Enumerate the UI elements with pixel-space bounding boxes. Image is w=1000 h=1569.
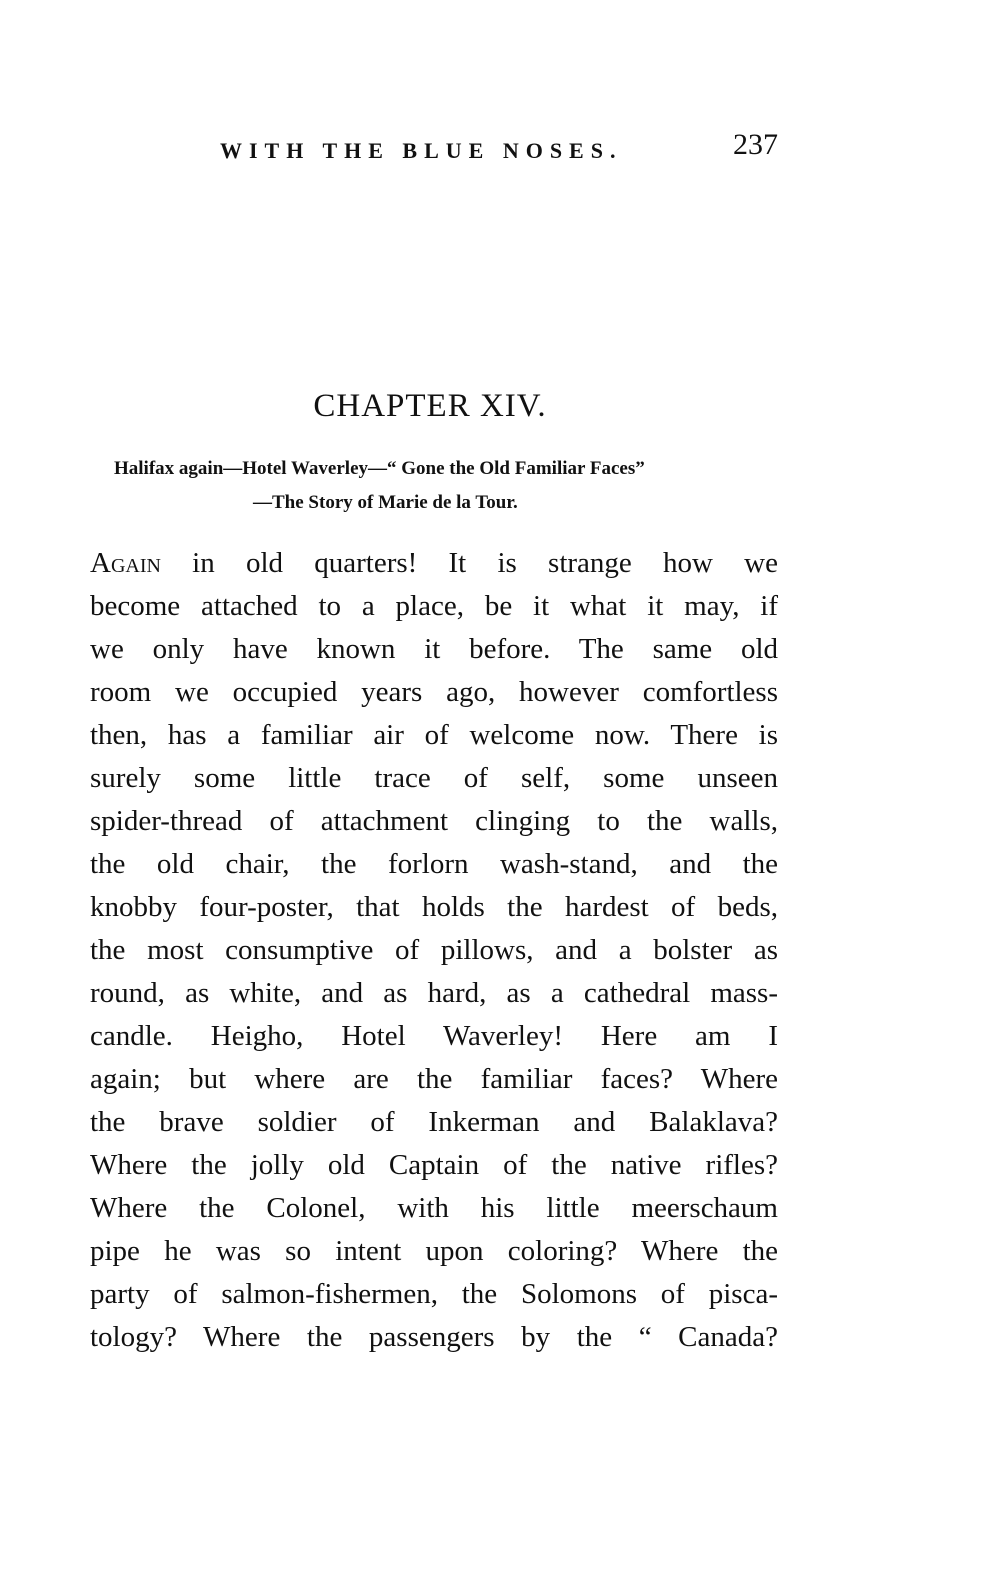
page-number: 237 <box>733 128 778 161</box>
text-line-content: in old quarters! It is strange how we <box>192 547 779 579</box>
summary-line: —The Story of Marie de la Tour. <box>253 492 518 513</box>
text-line: surely some little trace of self, some unseen <box>90 762 778 794</box>
text-line: pipe he was so intent upon coloring? Where the <box>90 1235 778 1267</box>
chapter-title: CHAPTER XIV. <box>313 388 547 424</box>
drop-word: Again <box>90 547 161 579</box>
text-line: Where the jolly old Captain of the native rifles? <box>90 1149 778 1181</box>
text-line: tology? Where the passengers by the “ Canada? <box>90 1321 778 1353</box>
running-title: WITH THE BLUE NOSES. <box>220 138 623 163</box>
text-line: the old chair, the forlorn wash-stand, and the <box>90 848 778 880</box>
text-line <box>90 542 778 585</box>
text-line: round, as white, and as hard, as a cathedral mass- <box>90 977 778 1009</box>
text-line: spider-thread of attachment clinging to the walls, <box>90 805 778 837</box>
text-line: room we occupied years ago, however comfortless <box>90 676 778 708</box>
running-head <box>90 128 780 172</box>
summary-line: Halifax again—Hotel Waverley—“ Gone the Old Familiar Faces” <box>114 458 645 479</box>
text-line: the brave soldier of Inkerman and Balaklava? <box>90 1106 778 1138</box>
text-line: then, has a familiar air of welcome now. There is <box>90 719 778 751</box>
text-line: we only have known it before. The same old <box>90 633 778 665</box>
body-paragraph <box>90 542 778 1359</box>
text-line: the most consumptive of pillows, and a bolster as <box>90 934 778 966</box>
text-line: knobby four-poster, that holds the hardest of beds, <box>90 891 778 923</box>
text-line: candle. Heigho, Hotel Waverley! Here am I <box>90 1020 778 1052</box>
text-line: Where the Colonel, with his little meerschaum <box>90 1192 778 1224</box>
text-line: party of salmon-fishermen, the Solomons of pisca- <box>90 1278 778 1310</box>
text-line: become attached to a place, be it what it may, if <box>90 590 778 622</box>
text-line: again; but where are the familiar faces? Where <box>90 1063 778 1095</box>
chapter-summary <box>90 452 780 520</box>
